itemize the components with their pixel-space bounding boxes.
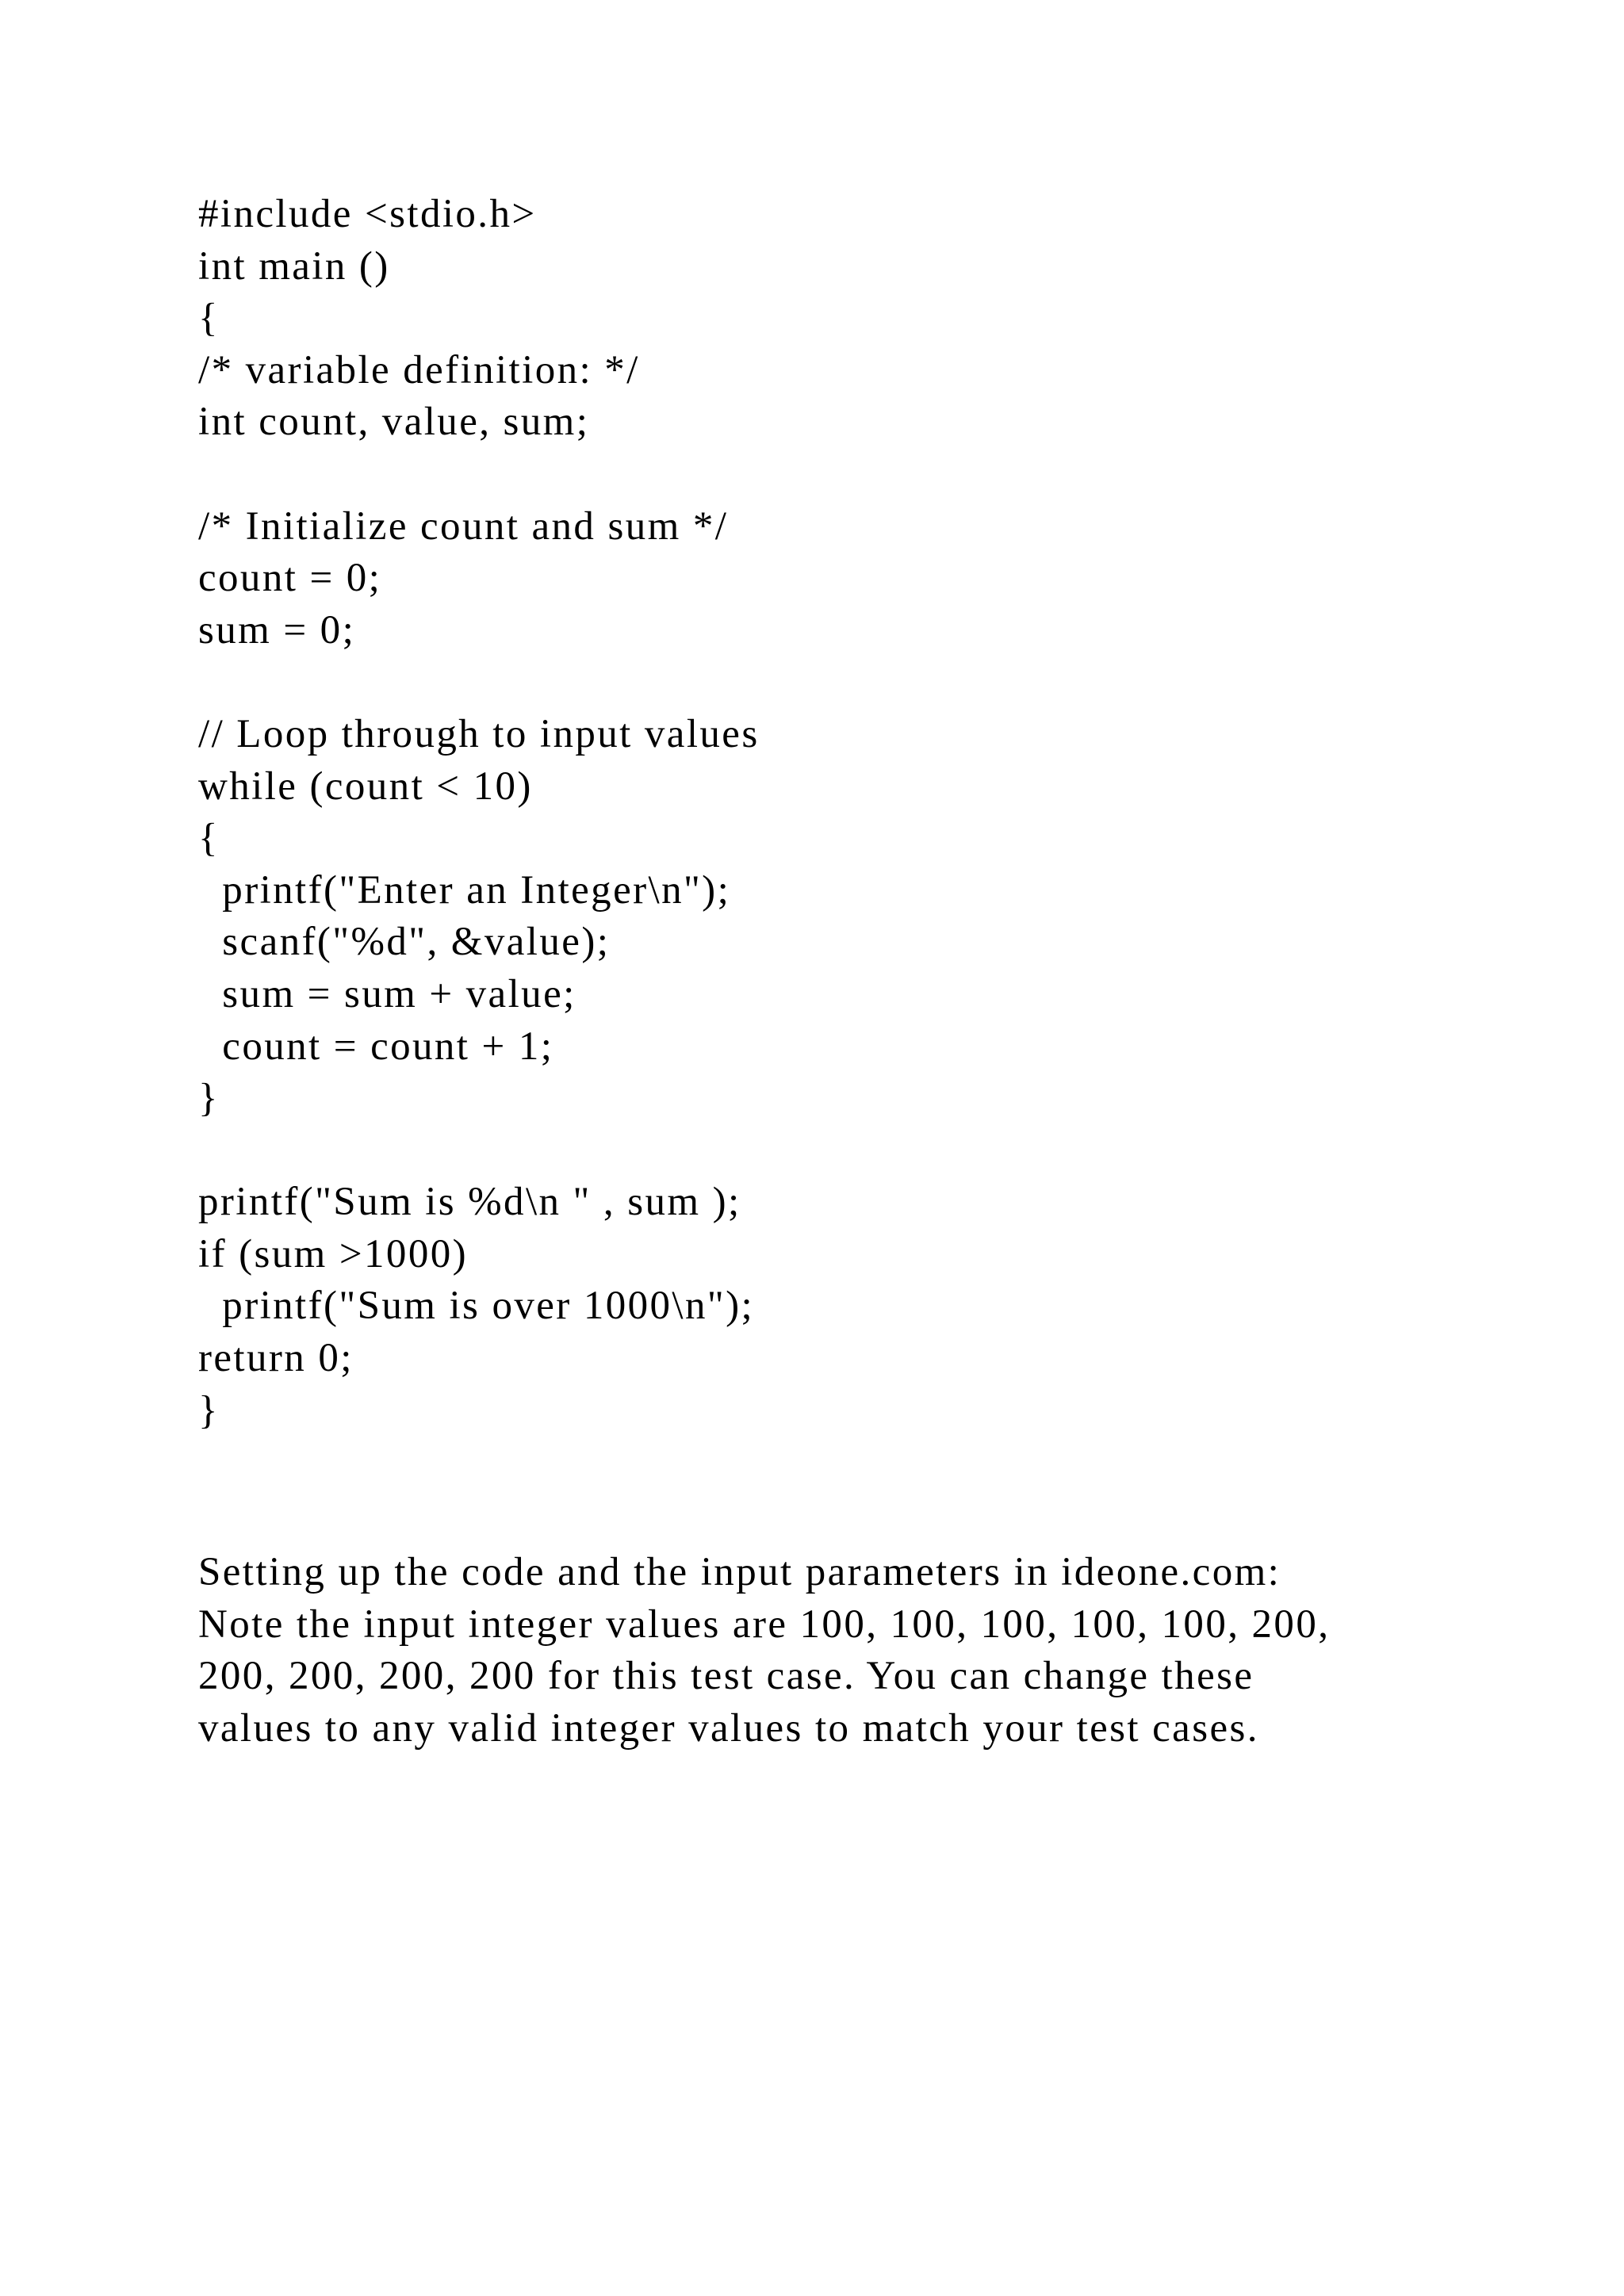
paragraph-line: Setting up the code and the input parameters in ideone.com: xyxy=(198,1550,1281,1594)
code-line: int count, value, sum; xyxy=(198,400,590,445)
paragraph-line: Note the input integer values are 100, 100, 100, 100, 100, 200, xyxy=(198,1601,1331,1647)
code-line: count = count + 1; xyxy=(198,1024,554,1069)
code-line: while (count < 10) xyxy=(198,763,533,809)
code-line: { xyxy=(198,816,220,861)
code-line: /* variable definition: */ xyxy=(198,347,640,392)
code-line: return 0; xyxy=(198,1336,354,1381)
code-line: printf("Sum is %d\n " , sum ); xyxy=(198,1180,741,1225)
code-line: /* Initialize count and sum */ xyxy=(198,503,729,549)
code-line-blank xyxy=(198,656,1467,709)
paragraph-line: values to any valid integer values to match your test cases. xyxy=(198,1705,1259,1751)
code-line: if (sum >1000) xyxy=(198,1231,468,1276)
code-line: } xyxy=(198,1076,220,1121)
code-line: sum = 0; xyxy=(198,607,356,652)
code-line: scanf("%d", &value); xyxy=(198,920,611,965)
code-listing xyxy=(198,189,1467,1437)
code-line: { xyxy=(198,296,220,341)
code-line: printf("Enter an Integer\n"); xyxy=(198,867,731,913)
code-line-blank xyxy=(198,1125,1467,1177)
code-line: #include <stdio.h> xyxy=(198,192,537,236)
code-line: printf("Sum is over 1000\n"); xyxy=(198,1284,755,1329)
code-line: sum = sum + value; xyxy=(198,971,576,1016)
paragraph-line: 200, 200, 200, 200 for this test case. You can change these xyxy=(198,1654,1254,1699)
code-line: count = 0; xyxy=(198,556,382,601)
code-line: int main () xyxy=(198,243,390,289)
code-line: } xyxy=(198,1387,220,1433)
explanation-paragraph xyxy=(198,1547,1467,1755)
code-line: // Loop through to input values xyxy=(198,711,760,756)
code-line-blank xyxy=(198,449,1467,501)
